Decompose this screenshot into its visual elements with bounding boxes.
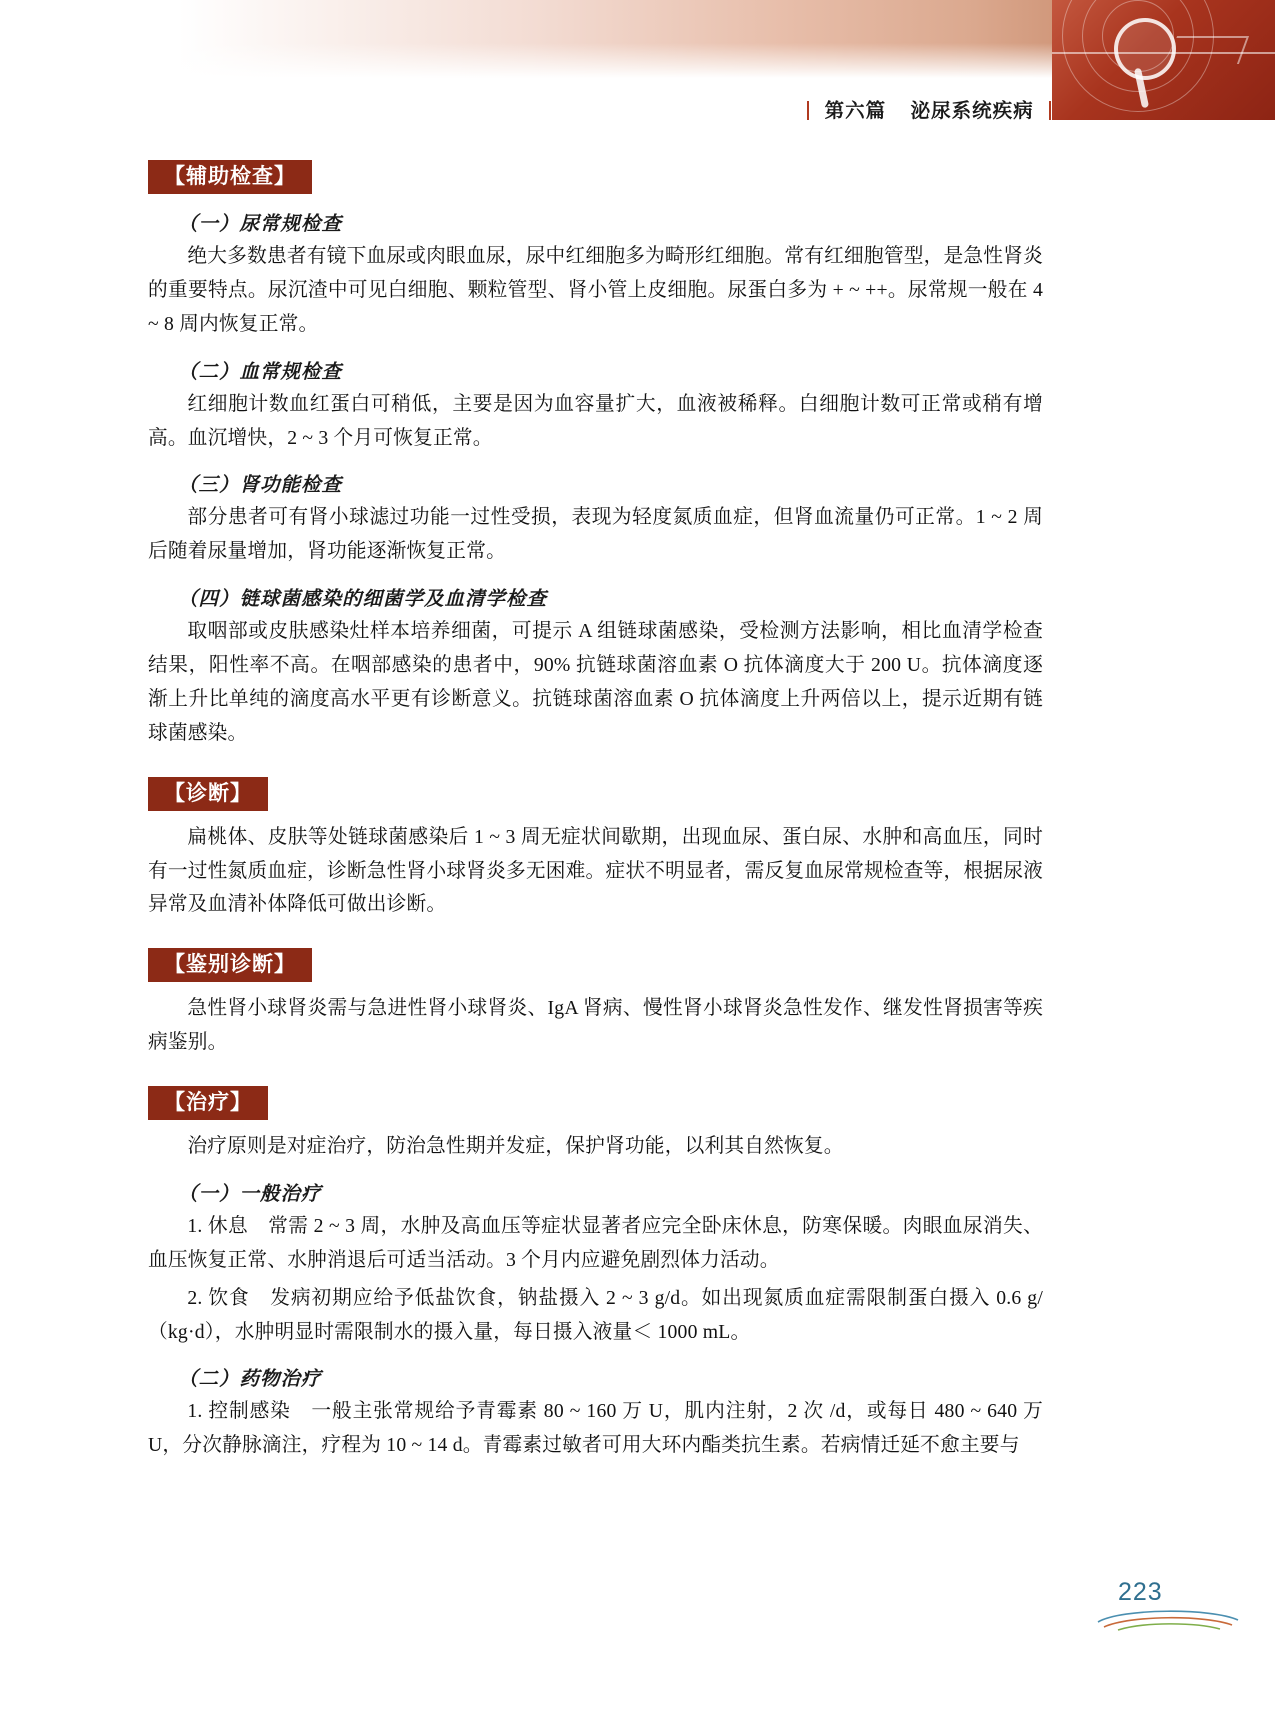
- magnifier-pulse-logo: [1052, 0, 1275, 120]
- section-diagnosis: [148, 777, 1043, 811]
- section-treatment: [148, 1086, 1043, 1120]
- subheading: （二）药物治疗: [178, 1369, 322, 1391]
- section-auxiliary-exam: [148, 160, 1043, 194]
- page-number: 223: [1118, 1578, 1163, 1606]
- running-head: [0, 95, 1060, 123]
- running-head-rule-left: [807, 101, 809, 120]
- subheading: （四）链球菌感染的细菌学及血清学检查: [178, 589, 548, 611]
- paragraph: 1. 休息 常需 2 ~ 3 周，水肿及高血压等症状显著者应完全卧床休息，防寒保暖。肉眼血尿消失、血压恢复正常、水肿消退后可适当活动。3 个月内应避免剧烈体力活动。: [148, 1214, 1043, 1271]
- subheading: （一）尿常规检查: [178, 214, 343, 235]
- paragraph: 取咽部或皮肤感染灶样本培养细菌，可提示 A 组链球菌感染，受检测方法影响，相比血清学检查结果，阳性率不高。在咽部感染的患者中，90% 抗链球菌溶血素 O 抗体滴度大于 200 U。抗体滴度逐渐上升比单纯的滴度高水平更有诊断意义。抗链球菌溶血素 O 抗体滴度上升两倍以上，提示近期有链球菌感染。: [148, 620, 1043, 744]
- section-heading: 【治疗】: [148, 1086, 268, 1120]
- running-head-rule-right: [1049, 101, 1051, 120]
- subheading: （三）肾功能检查: [178, 475, 343, 497]
- subheading: （二）血常规检查: [178, 361, 343, 383]
- running-head-part: 第六篇: [824, 100, 887, 122]
- paragraph: 治疗原则是对症治疗，防治急性期并发症，保护肾功能，以利其自然恢复。: [187, 1135, 844, 1157]
- section-heading: 【诊断】: [148, 777, 268, 811]
- paragraph: 扁桃体、皮肤等处链球菌感染后 1 ~ 3 周无症状间歇期，出现血尿、蛋白尿、水肿和高血压，同时有一过性氮质血症，诊断急性肾小球肾炎多无困难。症状不明显者，需反复血尿常规检查等，根据尿液异常及血清补体降低可做出诊断。: [148, 825, 1043, 916]
- subheading: （一）一般治疗: [178, 1183, 322, 1205]
- paragraph: 红细胞计数血红蛋白可稍低，主要是因为血容量扩大，血液被稀释。白细胞计数可正常或稍有增高。血沉增快，2 ~ 3 个月可恢复正常。: [148, 392, 1043, 449]
- section-heading: 【辅助检查】: [148, 160, 312, 194]
- section-differential-diagnosis: [148, 948, 1043, 982]
- paragraph: 2. 饮食 发病初期应给予低盐饮食，钠盐摄入 2 ~ 3 g/d。如出现氮质血症需限制蛋白摄入 0.6 g/（kg·d），水肿明显时需限制水的摄入量，每日摄入液量＜ 1000 mL。: [148, 1286, 1043, 1343]
- paragraph: 1. 控制感染 一般主张常规给予青霉素 80 ~ 160 万 U，肌内注射，2 次 /d，或每日 480 ~ 640 万 U，分次静脉滴注，疗程为 10 ~ 14 d。青霉素过敏者可用大环内酯类抗生素。若病情迁延不愈主要与: [148, 1400, 1043, 1457]
- paragraph: 绝大多数患者有镜下血尿或肉眼血尿，尿中红细胞多为畸形红细胞。常有红细胞管型，是急性肾炎的重要特点。尿沉渣中可见白细胞、颗粒管型、肾小管上皮细胞。尿蛋白多为 + ~ ++。尿常规一般在 4 ~ 8 周内恢复正常。: [148, 245, 1043, 335]
- running-head-title: 泌尿系统疾病: [910, 100, 1034, 122]
- paragraph: 急性肾小球肾炎需与急进性肾小球肾炎、IgA 肾病、慢性肾小球肾炎急性发作、继发性肾损害等疾病鉴别。: [148, 997, 1043, 1054]
- section-heading: 【鉴别诊断】: [148, 948, 312, 982]
- footer-swoosh-decoration: [1094, 1606, 1244, 1632]
- paragraph: 部分患者可有肾小球滤过功能一过性受损，表现为轻度氮质血症，但肾血流量仍可正常。1 ~ 2 周后随着尿量增加，肾功能逐渐恢复正常。: [148, 506, 1043, 563]
- page-content: [148, 160, 1043, 1463]
